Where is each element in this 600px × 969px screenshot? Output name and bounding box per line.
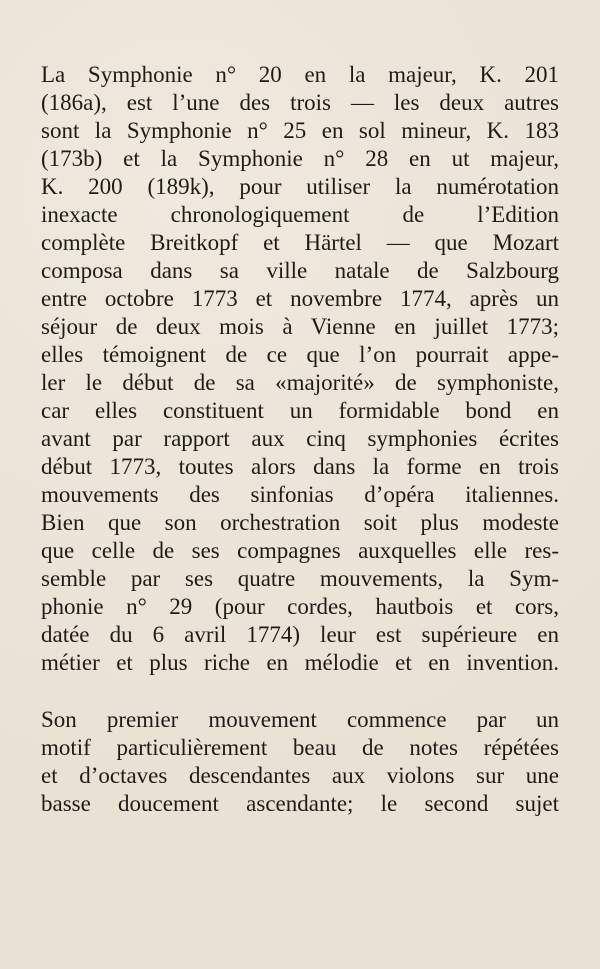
text-line: datée du 6 avril 1774) leur est supérieure en xyxy=(41,622,559,647)
text-line: car elles constituent un formidable bond en xyxy=(41,398,559,423)
text-line: La Symphonie n° 20 en la majeur, K. 201 xyxy=(41,62,559,87)
text-line: composa dans sa ville natale de Salzbourg xyxy=(41,258,559,283)
text-line: et d’octaves descendantes aux violons sur une xyxy=(41,763,559,788)
paragraph-2 xyxy=(41,706,559,818)
paragraph-1 xyxy=(41,61,559,677)
text-line: entre octobre 1773 et novembre 1774, après un xyxy=(41,286,559,311)
text-line: mouvements des sinfonias d’opéra italiennes. xyxy=(41,482,559,507)
text-line: ler le début de sa «majorité» de symphoniste, xyxy=(41,370,559,395)
text-line: motif particulièrement beau de notes répétées xyxy=(41,735,559,760)
text-line: métier et plus riche en mélodie et en invention. xyxy=(41,650,559,675)
text-line: basse doucement ascendante; le second sujet xyxy=(41,791,559,816)
text-line: phonie n° 29 (pour cordes, hautbois et cors, xyxy=(41,594,559,619)
text-line: complète Breitkopf et Härtel — que Mozart xyxy=(41,230,559,255)
text-line: sont la Symphonie n° 25 en sol mineur, K. 183 xyxy=(41,118,559,143)
text-line: début 1773, toutes alors dans la forme en trois xyxy=(41,454,559,479)
text-line: séjour de deux mois à Vienne en juillet 1773; xyxy=(41,314,559,339)
text-line: Son premier mouvement commence par un xyxy=(41,707,559,732)
text-line: elles témoignent de ce que l’on pourrait appe- xyxy=(41,342,559,367)
text-line: inexacte chronologiquement de l’Edition xyxy=(41,202,559,227)
text-line: semble par ses quatre mouvements, la Sym- xyxy=(41,566,559,591)
document-page xyxy=(41,61,559,818)
text-line: Bien que son orchestration soit plus modeste xyxy=(41,510,559,535)
text-line: (173b) et la Symphonie n° 28 en ut majeur, xyxy=(41,146,559,171)
text-line: avant par rapport aux cinq symphonies écrites xyxy=(41,426,559,451)
text-line: que celle de ses compagnes auxquelles elle res- xyxy=(41,538,559,563)
text-line: (186a), est l’une des trois — les deux autres xyxy=(41,90,559,115)
text-line: K. 200 (189k), pour utiliser la numérotation xyxy=(41,174,559,199)
